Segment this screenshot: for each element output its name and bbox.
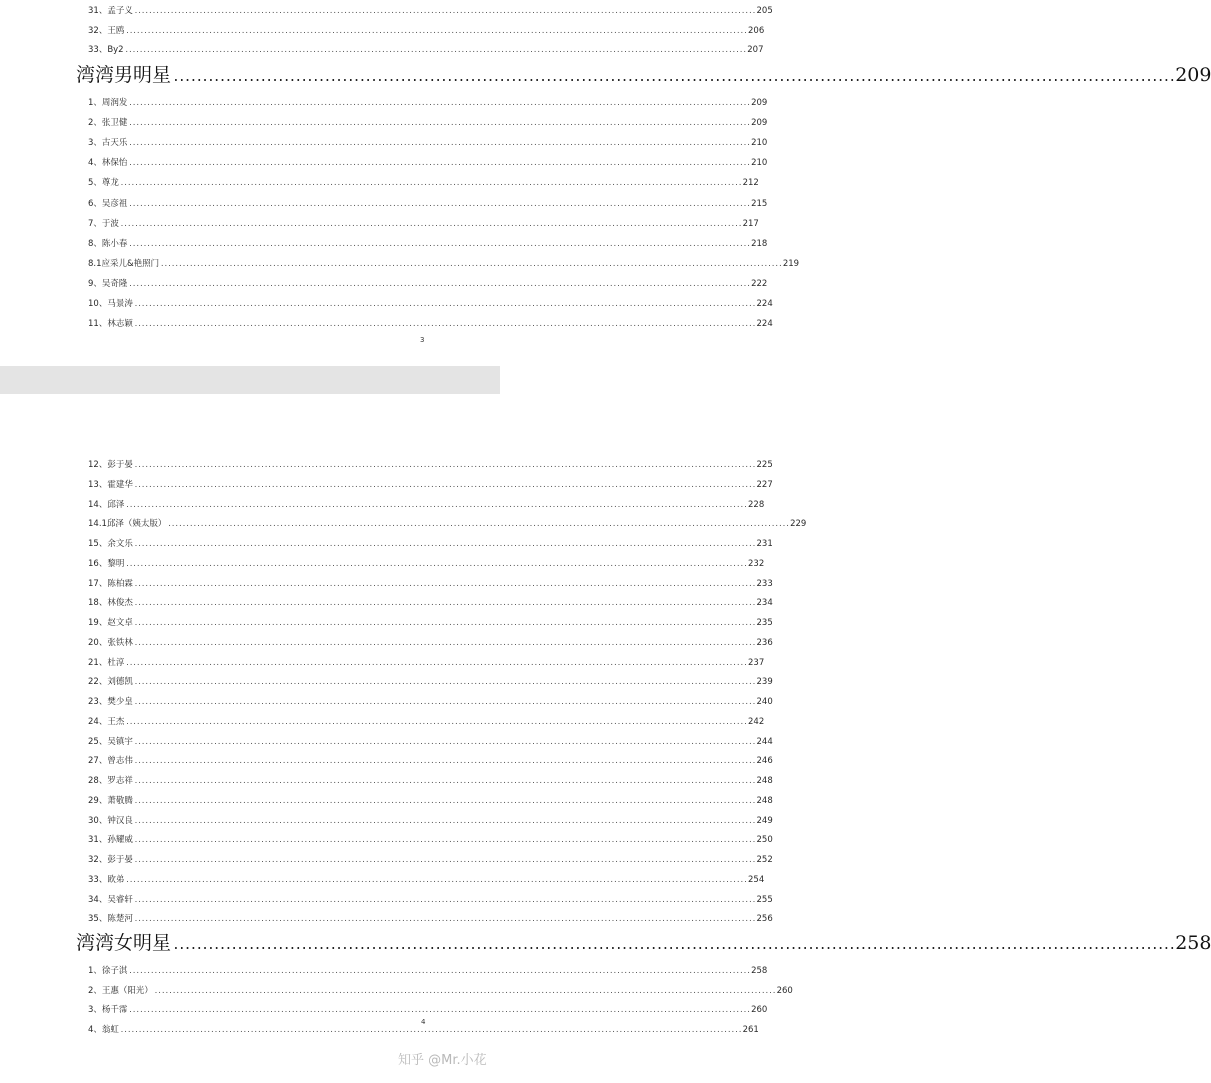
toc-entry-label: 18、林俊杰 xyxy=(88,598,133,609)
toc-entry[interactable] xyxy=(88,852,773,868)
toc-entry[interactable] xyxy=(88,556,765,572)
dot-leader: ............................................................................................................................................................................ xyxy=(133,698,756,706)
toc-entry[interactable] xyxy=(88,276,768,292)
dot-leader: ............................................................................................................................................................................ xyxy=(133,7,756,15)
toc-entry-page: 227 xyxy=(756,479,773,490)
toc-entry-label: 3、杨千霈 xyxy=(88,1005,128,1015)
section-heading-female[interactable] xyxy=(76,930,1211,956)
toc-entry-label: 2、张卫健 xyxy=(88,118,128,129)
toc-entry-label: 31、孟子义 xyxy=(88,6,133,16)
dot-leader: ............................................................................................................................................................................ xyxy=(133,320,756,329)
toc-entry-label: 11、林志颖 xyxy=(88,319,133,330)
dot-leader: ............................................................................................................................................................................ xyxy=(133,737,756,746)
toc-entry-page: 228 xyxy=(748,499,765,510)
toc-entry[interactable] xyxy=(88,595,773,611)
toc-entry[interactable] xyxy=(88,236,768,252)
toc-entry-label: 28、罗志祥 xyxy=(88,776,133,786)
toc-entry[interactable] xyxy=(88,196,768,212)
toc-entry[interactable] xyxy=(88,655,765,671)
toc-entry[interactable] xyxy=(88,256,800,272)
toc-entry-label: 32、彭于晏 xyxy=(88,855,133,865)
toc-entry[interactable] xyxy=(88,316,773,332)
toc-entry[interactable] xyxy=(88,536,773,552)
toc-entry[interactable] xyxy=(88,714,765,730)
toc-entry[interactable] xyxy=(88,674,773,690)
toc-entry-page: 260 xyxy=(776,985,793,996)
dot-leader: ............................................................................................................................................................................ xyxy=(119,219,742,228)
toc-entry-page: 210 xyxy=(751,158,768,169)
toc-entry-page: 219 xyxy=(782,258,800,269)
toc-entry-label: 23、樊少皇 xyxy=(88,697,133,707)
toc-entry-label: 14、邱泽 xyxy=(88,499,125,510)
toc-entry[interactable] xyxy=(88,813,773,829)
toc-entry-page: 252 xyxy=(756,855,773,865)
dot-leader: ............................................................................................................................................................................ xyxy=(172,938,1175,953)
toc-entry-page: 225 xyxy=(756,460,773,470)
dot-leader: ............................................................................................................................................................................ xyxy=(128,199,751,208)
toc-entry-page: 205 xyxy=(756,6,773,16)
toc-entry-label: 13、霍建华 xyxy=(88,479,133,490)
dot-leader: ............................................................................................................................................................................ xyxy=(125,26,747,35)
toc-entry-label: 24、王杰 xyxy=(88,716,125,727)
toc-entry[interactable] xyxy=(88,1022,759,1038)
toc-entry[interactable] xyxy=(88,42,764,58)
toc-entry[interactable] xyxy=(88,516,807,532)
dot-leader: ............................................................................................................................................................................ xyxy=(133,757,756,766)
toc-entry[interactable] xyxy=(88,892,773,908)
toc-entry[interactable] xyxy=(88,3,773,19)
dot-leader: ............................................................................................................................................................................ xyxy=(128,279,751,288)
dot-leader: ............................................................................................................................................................................ xyxy=(133,619,756,627)
toc-entry[interactable] xyxy=(88,155,768,171)
toc-entry-label: 21、杜淳 xyxy=(88,657,125,668)
toc-entry[interactable] xyxy=(88,963,768,979)
dot-leader: ............................................................................................................................................................................ xyxy=(125,875,747,884)
toc-entry[interactable] xyxy=(88,983,793,999)
dot-leader: ............................................................................................................................................................................ xyxy=(172,70,1175,85)
dot-leader: ............................................................................................................................................................................ xyxy=(153,986,776,995)
toc-entry-page: 233 xyxy=(756,578,773,589)
toc-entry[interactable] xyxy=(88,296,773,312)
toc-entry-label: 15、余文乐 xyxy=(88,539,133,549)
dot-leader: ............................................................................................................................................................................ xyxy=(133,915,756,924)
dot-leader: ............................................................................................................................................................................ xyxy=(133,796,756,805)
toc-entry[interactable] xyxy=(88,576,773,592)
page-number: 4 xyxy=(421,1018,426,1026)
toc-entry-page: 248 xyxy=(756,776,773,786)
toc-entry-label: 12、彭于晏 xyxy=(88,460,133,470)
toc-entry-page: 229 xyxy=(790,519,807,530)
toc-entry-label: 33、By2 xyxy=(88,45,124,55)
toc-entry-page: 254 xyxy=(748,874,765,885)
toc-entry-page: 222 xyxy=(751,278,768,289)
toc-entry-page: 224 xyxy=(756,319,773,330)
toc-entry[interactable] xyxy=(88,615,773,631)
dot-leader: ............................................................................................................................................................................ xyxy=(125,559,747,568)
zhihu-watermark xyxy=(398,1049,487,1068)
toc-entry-label: 8.1应采儿&艳照门 xyxy=(88,258,160,269)
dot-leader: ............................................................................................................................................................................ xyxy=(133,300,756,308)
toc-entry-label: 4、林保怡 xyxy=(88,158,128,169)
toc-entry-page: 255 xyxy=(756,894,773,905)
toc-entry[interactable] xyxy=(88,832,773,848)
toc-entry-page: 234 xyxy=(756,598,773,609)
dot-leader: ............................................................................................................................................................................ xyxy=(124,46,747,54)
dot-leader: ............................................................................................................................................................................ xyxy=(133,638,756,647)
toc-entry-page: 235 xyxy=(756,618,773,628)
dot-leader: ............................................................................................................................................................................ xyxy=(133,540,756,548)
toc-entry-page: 217 xyxy=(742,218,759,229)
toc-entry-label: 10、马景涛 xyxy=(88,299,133,309)
toc-entry-page: 256 xyxy=(756,914,773,925)
toc-entry-page: 215 xyxy=(751,198,768,209)
toc-entry-label: 6、吴彦祖 xyxy=(88,198,128,209)
toc-entry-label: 29、萧敬腾 xyxy=(88,795,133,806)
section-heading-male[interactable] xyxy=(76,62,1211,88)
toc-entry[interactable] xyxy=(88,872,765,888)
dot-leader: ............................................................................................................................................................................ xyxy=(133,856,756,864)
toc-entry-label: 8、陈小春 xyxy=(88,238,128,249)
page-gap xyxy=(0,366,500,394)
toc-entry[interactable] xyxy=(88,216,759,232)
toc-entry[interactable] xyxy=(88,457,773,473)
toc-entry-label: 27、曾志伟 xyxy=(88,756,133,767)
dot-leader: ............................................................................................................................................................................ xyxy=(133,678,756,687)
toc-entry[interactable] xyxy=(88,115,768,131)
dot-leader: ............................................................................................................................................................................ xyxy=(125,658,747,667)
dot-leader: ............................................................................................................................................................................ xyxy=(133,777,756,785)
toc-entry-label: 湾湾男明星 xyxy=(76,64,172,86)
dot-leader: ............................................................................................................................................................................ xyxy=(125,717,747,726)
toc-entry-page: 231 xyxy=(756,539,773,549)
toc-entry-label: 16、黎明 xyxy=(88,558,125,569)
dot-leader: ............................................................................................................................................................................ xyxy=(133,461,756,469)
toc-entry-label: 35、陈楚河 xyxy=(88,914,133,925)
toc-entry[interactable] xyxy=(88,175,759,191)
dot-leader: ............................................................................................................................................................................ xyxy=(128,239,751,248)
toc-entry-label: 3、古天乐 xyxy=(88,138,128,149)
dot-leader: ............................................................................................................................................................................ xyxy=(133,836,756,845)
toc-entry-page: 244 xyxy=(756,736,773,747)
toc-entry-label: 9、吴奇隆 xyxy=(88,278,128,289)
dot-leader: ............................................................................................................................................................................ xyxy=(119,179,742,188)
toc-entry-page: 218 xyxy=(751,238,768,249)
toc-entry-page: 239 xyxy=(756,677,773,688)
toc-entry-label: 32、王鸥 xyxy=(88,25,125,36)
dot-leader: ............................................................................................................................................................................ xyxy=(167,520,790,529)
toc-entry-label: 30、钟汉良 xyxy=(88,815,133,826)
toc-entry-label: 20、张铁林 xyxy=(88,637,133,648)
toc-entry-page: 209 xyxy=(751,98,768,108)
toc-entry-page: 206 xyxy=(748,25,765,36)
toc-entry-page: 236 xyxy=(756,637,773,648)
toc-entry-label: 33、欧弟 xyxy=(88,874,125,885)
toc-entry[interactable] xyxy=(88,1002,768,1018)
toc-entry-label: 湾湾女明星 xyxy=(76,932,172,954)
toc-entry-page: 207 xyxy=(747,45,764,55)
toc-entry-label: 34、吴睿轩 xyxy=(88,894,133,905)
toc-entry[interactable] xyxy=(88,95,768,111)
toc-entry-label: 2、王惠（阳光） xyxy=(88,985,153,996)
dot-leader: ............................................................................................................................................................................ xyxy=(128,139,751,148)
dot-leader: ............................................................................................................................................................................ xyxy=(160,259,782,268)
toc-entry-page: 224 xyxy=(756,299,773,309)
toc-entry[interactable] xyxy=(88,793,773,809)
dot-leader: ............................................................................................................................................................................ xyxy=(133,816,756,825)
toc-entry-page: 212 xyxy=(742,178,759,189)
toc-entry-page: 261 xyxy=(742,1024,759,1035)
toc-entry-label: 7、于波 xyxy=(88,218,119,229)
toc-entry-label: 22、刘德凯 xyxy=(88,677,133,688)
toc-entry-label: 14.1邱泽（姨太版） xyxy=(88,519,167,530)
toc-entry-page: 250 xyxy=(756,835,773,846)
dot-leader: ............................................................................................................................................................................ xyxy=(125,500,747,509)
toc-entry-label: 1、徐子淇 xyxy=(88,966,128,976)
dot-leader: ............................................................................................................................................................................ xyxy=(128,99,751,107)
dot-leader: ............................................................................................................................................................................ xyxy=(133,895,756,904)
dot-leader: ............................................................................................................................................................................ xyxy=(128,1006,751,1014)
toc-entry[interactable] xyxy=(88,497,765,513)
toc-entry-label: 31、孙耀威 xyxy=(88,835,133,846)
toc-entry-page: 237 xyxy=(748,657,765,668)
toc-entry-page: 249 xyxy=(756,815,773,826)
dot-leader: ............................................................................................................................................................................ xyxy=(119,1025,742,1034)
toc-entry[interactable] xyxy=(88,23,765,39)
toc-entry-page: 240 xyxy=(756,697,773,707)
dot-leader: ............................................................................................................................................................................ xyxy=(128,967,751,975)
toc-entry-page: 209 xyxy=(1175,64,1211,86)
toc-entry-label: 5、尊龙 xyxy=(88,178,119,189)
page-number: 3 xyxy=(420,336,425,344)
toc-entry-page: 209 xyxy=(751,118,768,129)
toc-entry-label: 1、周润发 xyxy=(88,98,128,108)
toc-entry-page: 248 xyxy=(756,795,773,806)
dot-leader: ............................................................................................................................................................................ xyxy=(133,599,756,608)
toc-entry-label: 17、陈柏霖 xyxy=(88,578,133,589)
dot-leader: ............................................................................................................................................................................ xyxy=(128,119,751,128)
toc-entry[interactable] xyxy=(88,477,773,493)
toc-entry-page: 232 xyxy=(748,558,765,569)
toc-entry-page: 258 xyxy=(1175,932,1211,954)
toc-entry[interactable] xyxy=(88,773,773,789)
toc-entry[interactable] xyxy=(88,911,773,927)
toc-entry-page: 242 xyxy=(748,716,765,727)
dot-leader: ............................................................................................................................................................................ xyxy=(133,480,756,489)
toc-entry-label: 4、翁虹 xyxy=(88,1024,119,1035)
toc-entry[interactable] xyxy=(88,734,773,750)
toc-entry-label: 19、赵文卓 xyxy=(88,618,133,628)
toc-entry[interactable] xyxy=(88,635,773,651)
toc-entry-label: 25、吴镇宇 xyxy=(88,736,133,747)
toc-entry-page: 210 xyxy=(751,138,768,149)
dot-leader: ............................................................................................................................................................................ xyxy=(133,579,756,588)
toc-entry-page: 258 xyxy=(751,966,768,976)
watermark-text: 知乎 @Mr.小花 xyxy=(398,1053,487,1068)
toc-entry-page: 246 xyxy=(756,756,773,767)
dot-leader: ............................................................................................................................................................................ xyxy=(128,159,751,168)
toc-entry[interactable] xyxy=(88,135,768,151)
toc-entry-page: 260 xyxy=(751,1005,768,1015)
toc-entry[interactable] xyxy=(88,753,773,769)
toc-entry[interactable] xyxy=(88,694,773,710)
